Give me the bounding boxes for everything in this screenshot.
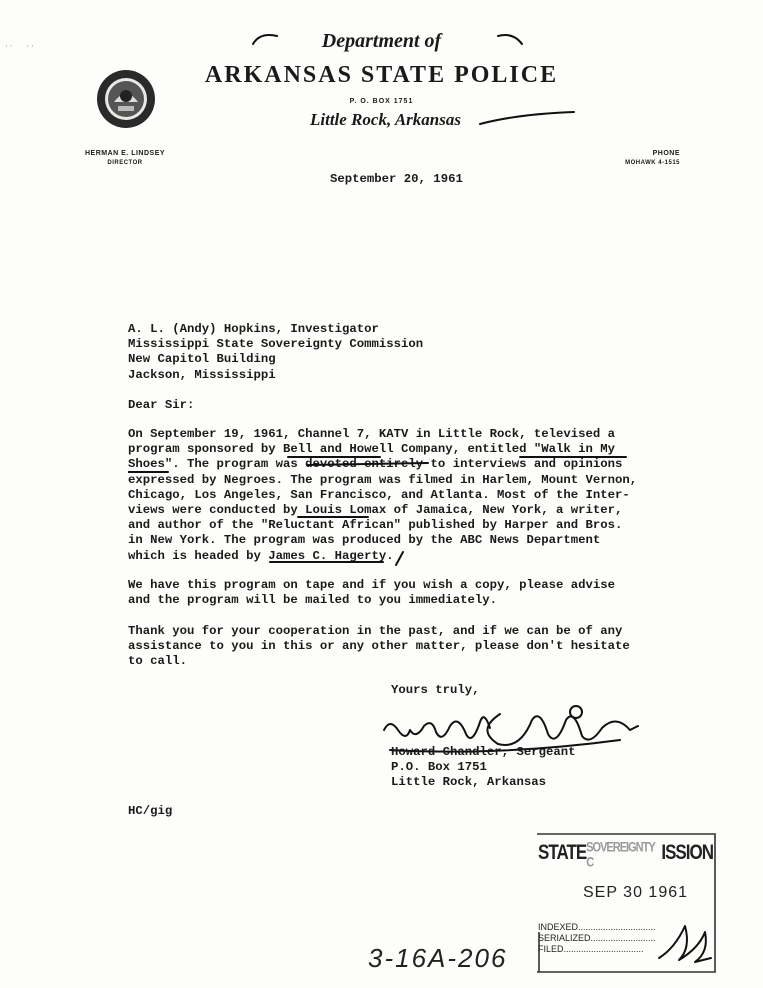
paragraph-3: Thank you for your cooperation in the past, and if we can be of any assistance to you in this or any other matter, please don't hesitate to call. xyxy=(128,624,630,669)
phone-label: PHONE xyxy=(652,150,680,157)
letter-date: September 20, 1961 xyxy=(330,172,463,186)
stamp-word-sovereignty: SOVEREIGNTY C xyxy=(586,840,655,870)
file-number: 3-16A-206 xyxy=(368,943,508,973)
stamp-indexed: INDEXED............................... xyxy=(538,922,656,932)
letterhead-city: Little Rock, Arkansas xyxy=(310,110,461,129)
salutation: Dear Sir: xyxy=(128,398,195,412)
typist-initials: HC/gig xyxy=(128,804,173,818)
stamp-word-state: STATE xyxy=(538,840,587,864)
signature-block: Howard Chandler, Sergeant P.O. Box 1751 Little Rock, Arkansas xyxy=(391,745,576,790)
recipient-address: A. L. (Andy) Hopkins, Investigator Mississippi State Sovereignty Commission New Capitol Building Jackson, Mississippi xyxy=(128,322,424,382)
handwritten-underlines xyxy=(128,427,648,567)
stamp-initials-scribble xyxy=(655,918,715,968)
paragraph-2: We have this program on tape and if you wish a copy, please advise and the program will be mailed to you immediately. xyxy=(128,578,616,608)
director-title: DIRECTOR xyxy=(107,160,143,166)
po-box: P. O. BOX 1751 xyxy=(349,98,414,105)
phone-number: MOHAWK 4-1515 xyxy=(625,160,680,166)
city-underline-flourish-icon xyxy=(478,108,578,128)
closing: Yours truly, xyxy=(391,683,480,697)
director-name: HERMAN E. LINDSEY xyxy=(84,150,166,157)
scan-noise: · · · · xyxy=(5,42,34,51)
stamp-word-commission: ISSION xyxy=(661,840,713,864)
stamp-header xyxy=(538,840,713,870)
agency-name: ARKANSAS STATE POLICE xyxy=(204,62,559,88)
stamp-serialized: SERIALIZED.......................... xyxy=(538,933,656,943)
paragraph-1: On September 19, 1961, Channel 7, KATV in Little Rock, televised a program sponsored by Bell and Howell Company, entitled "Walk in My Shoes". The program was devoted entirely to interviews and opinions expressed by Negroes. The program was filmed in Harlem, Mount Vernon, Chicago, Los Angeles, San Francisco, and Atlanta. Most of the Inter- views were conducted by Louis Lomax of Jamaica, New York, a writer, and author of the "Reluctant African" published by Harper and Bros. in New York. The program was produced by the ABC News Department which is headed by James C. Hagerty. xyxy=(128,427,638,563)
stamp-date: SEP 30 1961 xyxy=(583,884,689,901)
department-label: Department of xyxy=(321,30,442,52)
stamp-filed: FILED................................ xyxy=(538,944,644,954)
